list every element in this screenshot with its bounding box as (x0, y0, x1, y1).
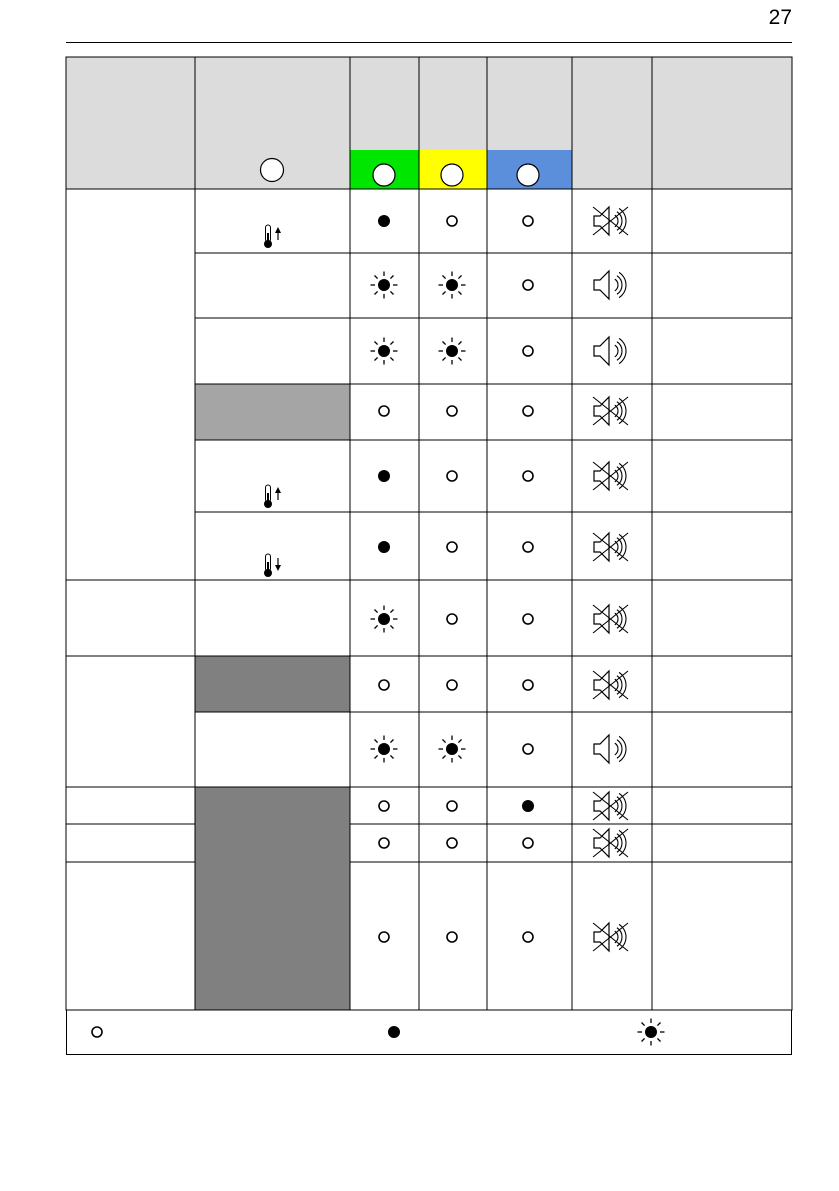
led-on-icon (378, 470, 390, 482)
led-blink-icon (371, 606, 398, 633)
buzzer-muted-icon (593, 605, 628, 633)
buzzer-muted-icon (593, 792, 628, 820)
led-off-icon (523, 346, 533, 356)
led-off-icon (447, 542, 457, 552)
led-off-icon (447, 216, 457, 226)
page-number: 27 (768, 6, 792, 29)
thermometer-up-icon (264, 225, 281, 248)
led-off-icon (523, 680, 533, 690)
led-off-icon (379, 838, 389, 848)
legend-row (66, 1010, 792, 1055)
led-off-icon (447, 801, 457, 811)
led-off-icon (447, 406, 457, 416)
led-on-icon (378, 541, 390, 553)
led-blink-icon (371, 736, 398, 763)
status-cell-dark-gray (195, 656, 350, 712)
buzzer-muted-icon (593, 462, 628, 490)
status-cell-light-gray (195, 384, 350, 440)
led-off-icon (447, 614, 457, 624)
buzzer-muted-icon (593, 397, 628, 425)
led-off-icon (447, 838, 457, 848)
header-status-circle (261, 159, 284, 182)
led-off-icon (523, 932, 533, 942)
led-on-icon (522, 800, 534, 812)
led-off-icon (523, 542, 533, 552)
buzzer-muted-icon (593, 923, 628, 951)
led-off-icon (447, 932, 457, 942)
buzzer-muted-icon (593, 671, 628, 699)
led-blink-icon (371, 338, 398, 365)
led-blink-icon (371, 272, 398, 299)
led-off-icon (447, 471, 457, 481)
buzzer-muted-icon (593, 207, 628, 235)
led-off-icon (523, 744, 533, 754)
led-off-icon (523, 838, 533, 848)
led-on-icon (378, 215, 390, 227)
buzzer-muted-icon (593, 533, 628, 561)
led-off-icon (523, 280, 533, 290)
buzzer-sound-icon (594, 337, 626, 365)
header-led-circle-green (373, 164, 395, 186)
buzzer-sound-icon (594, 735, 626, 763)
header-led-circle-blue (517, 164, 539, 186)
led-blink-icon (439, 338, 466, 365)
led-off-icon (523, 216, 533, 226)
buzzer-muted-icon (593, 829, 628, 857)
thermometer-up-icon (264, 485, 281, 508)
led-off-icon (447, 680, 457, 690)
thermometer-down-icon (264, 554, 281, 577)
header-led-circle-yellow (441, 164, 463, 186)
table-border (66, 57, 792, 1010)
led-off-icon (379, 801, 389, 811)
led-off-icon (523, 614, 533, 624)
led-off-icon (523, 471, 533, 481)
led-blink-icon (439, 272, 466, 299)
status-cell-dark-gray-merged (195, 787, 350, 1010)
led-off-icon (379, 680, 389, 690)
led-off-icon (379, 406, 389, 416)
led-off-icon (379, 932, 389, 942)
buzzer-sound-icon (594, 271, 626, 299)
led-blink-icon (439, 736, 466, 763)
led-off-icon (523, 406, 533, 416)
